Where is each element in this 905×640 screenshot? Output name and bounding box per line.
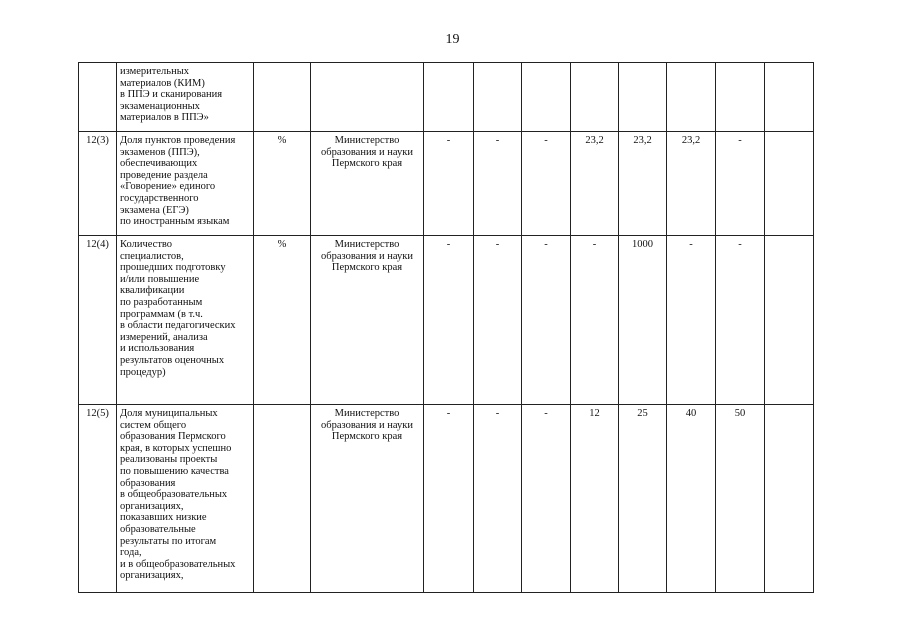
row-number: 12(3): [79, 132, 117, 236]
page-number: 19: [445, 32, 460, 47]
indicator-name: Количество специалистов, прошедших подготовку и/или повышение квалификации по разработанным программам (в т.ч. в области педагогических измерений, анализа и использования результатов оценочных процедур): [117, 236, 254, 405]
value-cell: [667, 63, 716, 132]
value-cell: -: [424, 405, 474, 593]
indicator-name: Доля пунктов проведения экзаменов (ППЭ), обеспечивающих проведение раздела «Говорение» единого государственного экзамена (ЕГЭ) по иностранным языкам: [117, 132, 254, 236]
responsible-cell: Министерство образования и науки Пермского края: [311, 405, 424, 593]
value-cell: -: [716, 132, 765, 236]
value-cell: 40: [667, 405, 716, 593]
row-number: [79, 63, 117, 132]
value-cell: -: [474, 236, 522, 405]
value-cell: 12: [571, 405, 619, 593]
value-cell: -: [474, 405, 522, 593]
indicator-name: Доля муниципальных систем общего образования Пермского края, в которых успешно реализованы проекты по повышению качества образования в общеобразовательных организациях, показавших низкие образовательные результаты по итогам года, и в общеобразовательных организациях,: [117, 405, 254, 593]
value-cell: 1000: [619, 236, 667, 405]
value-cell: -: [716, 236, 765, 405]
value-cell: 25: [619, 405, 667, 593]
responsible-cell: Министерство образования и науки Пермского края: [311, 132, 424, 236]
table-row: [79, 132, 814, 236]
value-cell: -: [522, 132, 571, 236]
value-cell: [716, 63, 765, 132]
value-cell: -: [424, 132, 474, 236]
value-cell: -: [474, 132, 522, 236]
value-cell: 23,2: [619, 132, 667, 236]
table-row: [79, 236, 814, 405]
value-cell: [619, 63, 667, 132]
indicators-table: [78, 62, 814, 593]
table-row: [79, 63, 814, 132]
value-cell: -: [424, 236, 474, 405]
indicator-name: измерительных материалов (КИМ) в ППЭ и сканирования экзаменационных материалов в ППЭ»: [117, 63, 254, 132]
value-cell: -: [522, 405, 571, 593]
unit-cell: [254, 63, 311, 132]
value-cell: [765, 236, 814, 405]
responsible-cell: [311, 63, 424, 132]
value-cell: [571, 63, 619, 132]
table-row: [79, 405, 814, 593]
unit-cell: %: [254, 236, 311, 405]
value-cell: [765, 405, 814, 593]
unit-cell: %: [254, 132, 311, 236]
value-cell: [424, 63, 474, 132]
value-cell: -: [522, 236, 571, 405]
value-cell: [765, 63, 814, 132]
value-cell: 23,2: [571, 132, 619, 236]
value-cell: [765, 132, 814, 236]
row-number: 12(4): [79, 236, 117, 405]
value-cell: 23,2: [667, 132, 716, 236]
value-cell: -: [667, 236, 716, 405]
value-cell: [474, 63, 522, 132]
unit-cell: [254, 405, 311, 593]
value-cell: 50: [716, 405, 765, 593]
row-number: 12(5): [79, 405, 117, 593]
value-cell: -: [571, 236, 619, 405]
responsible-cell: Министерство образования и науки Пермского края: [311, 236, 424, 405]
value-cell: [522, 63, 571, 132]
